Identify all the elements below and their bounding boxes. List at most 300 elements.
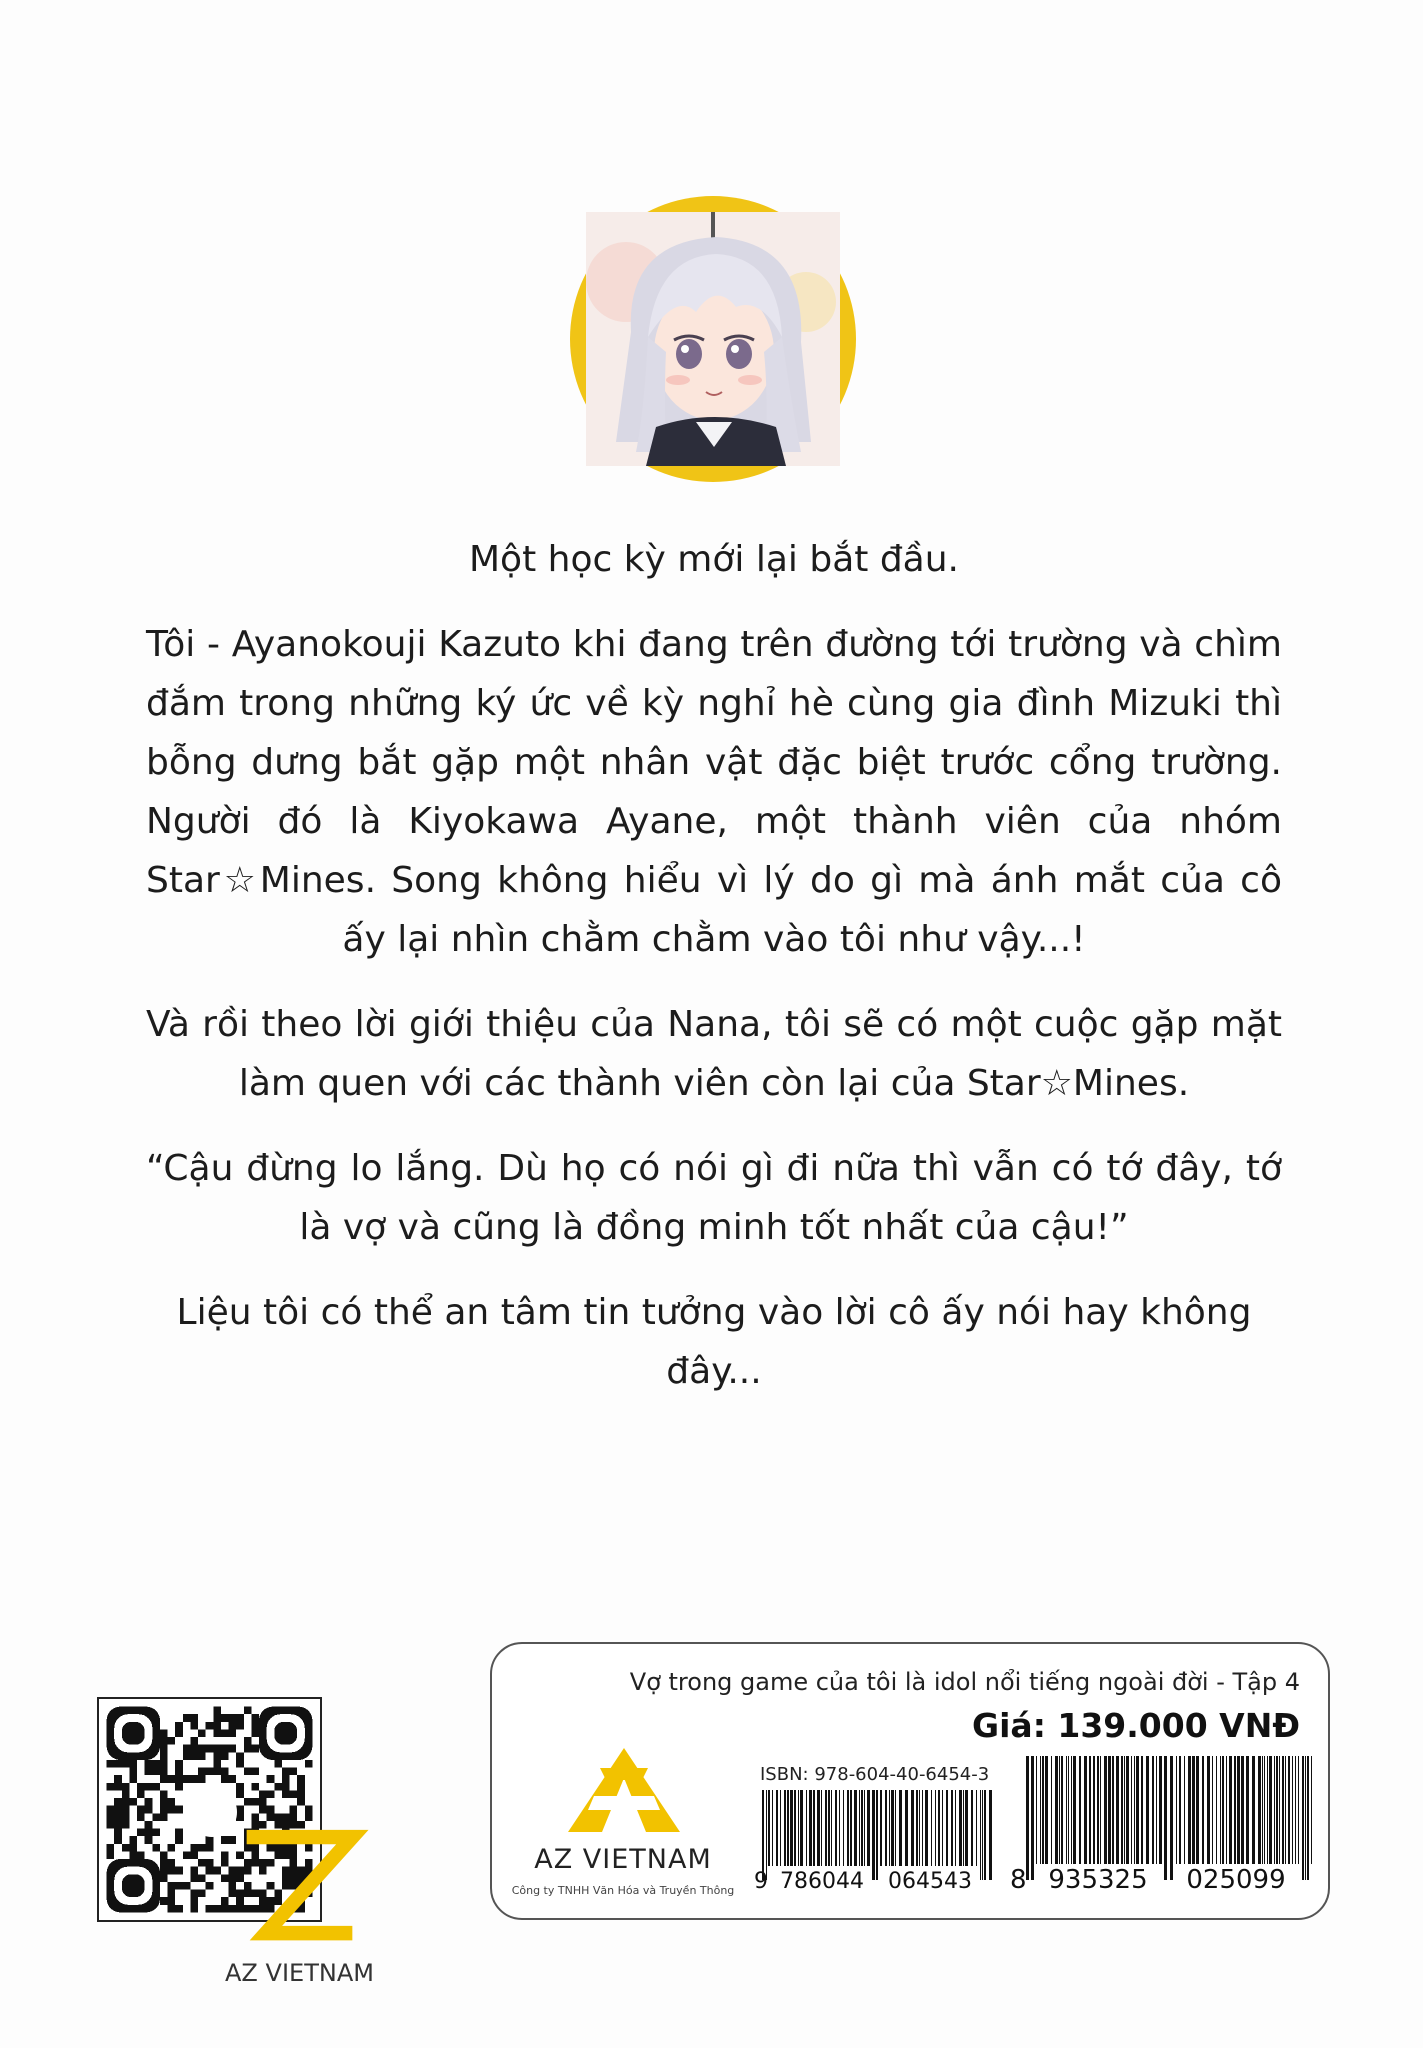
qr-module	[244, 1737, 252, 1745]
qr-module	[213, 1729, 221, 1737]
qr-module	[107, 1806, 115, 1814]
qr-module	[114, 1829, 122, 1837]
barcode-bar	[1295, 1756, 1296, 1864]
qr-module	[244, 1745, 252, 1753]
qr-module	[122, 1806, 130, 1814]
barcode-bar	[839, 1790, 840, 1866]
barcode-bar	[1100, 1756, 1101, 1864]
qr-module	[236, 1722, 244, 1730]
barcode-bar	[1042, 1756, 1044, 1864]
barcode-bar	[1237, 1756, 1240, 1864]
price-label: Giá: 139.000 VNĐ	[972, 1706, 1300, 1745]
barcode-bar	[1061, 1756, 1063, 1864]
qr-module	[168, 1844, 176, 1852]
qr-module	[251, 1745, 259, 1753]
qr-module	[213, 1707, 221, 1715]
qr-module	[236, 1714, 244, 1722]
character-avatar	[570, 196, 856, 482]
qr-module	[122, 1783, 130, 1791]
barcode-bar	[955, 1790, 956, 1866]
barcode-bar	[1134, 1756, 1135, 1864]
barcode-bar	[780, 1790, 781, 1866]
qr-module	[145, 1760, 153, 1768]
qr-module	[129, 1768, 137, 1776]
qr-module	[190, 1752, 198, 1760]
barcode-bar	[1207, 1756, 1210, 1864]
qr-module	[175, 1768, 183, 1776]
qr-module	[107, 1813, 115, 1821]
barcode-bar	[1084, 1756, 1087, 1864]
qr-finder	[274, 1722, 297, 1745]
barcode-bar	[1040, 1756, 1041, 1864]
qr-module	[137, 1806, 145, 1814]
barcode-digit-lead: 8	[1010, 1865, 1027, 1895]
qr-module	[152, 1783, 160, 1791]
qr-module	[274, 1760, 282, 1768]
synopsis-paragraph-4: “Cậu đừng lo lắng. Dù họ có nói gì đi nữa thì vẫn có tớ đây, tớ là vợ và cũng là đồng minh tốt nhất của cậu!”	[146, 1148, 1282, 1248]
qr-finder	[122, 1722, 145, 1745]
barcode-bar	[1068, 1756, 1069, 1864]
barcode-bar	[889, 1790, 890, 1866]
qr-module	[229, 1745, 237, 1753]
barcode-bar	[1269, 1756, 1272, 1864]
qr-module	[190, 1714, 198, 1722]
barcode-bar	[1285, 1756, 1286, 1864]
barcode-bar	[1116, 1756, 1119, 1864]
barcode-bar	[768, 1790, 770, 1866]
barcode-bar	[931, 1790, 932, 1866]
barcode-bar	[1262, 1756, 1263, 1864]
barcode-bar	[965, 1790, 968, 1866]
barcode-bar	[959, 1790, 962, 1866]
qr-module	[137, 1851, 145, 1859]
barcode-bar	[1156, 1756, 1157, 1864]
qr-module	[129, 1798, 137, 1806]
qr-module	[229, 1722, 237, 1730]
barcode-bar	[1136, 1756, 1139, 1864]
barcode-bar	[963, 1790, 964, 1866]
barcode-bar	[1146, 1756, 1149, 1864]
barcode-bar	[1031, 1756, 1034, 1880]
barcode-bar	[831, 1790, 832, 1866]
qr-module	[244, 1768, 252, 1776]
qr-module	[198, 1768, 206, 1776]
qr-module	[251, 1714, 259, 1722]
qr-module	[213, 1714, 221, 1722]
qr-module	[198, 1729, 206, 1737]
qr-module	[244, 1707, 252, 1715]
barcode-bar	[872, 1790, 875, 1880]
qr-module	[168, 1897, 176, 1905]
barcode-bar	[1252, 1756, 1255, 1864]
barcode-bar	[1222, 1756, 1224, 1864]
qr-module	[206, 1745, 214, 1753]
barcode-bar	[984, 1790, 986, 1880]
barcode-bar	[938, 1790, 940, 1866]
barcode-bar	[864, 1790, 865, 1866]
qr-module	[160, 1752, 168, 1760]
qr-module	[160, 1790, 168, 1798]
barcode-bar	[800, 1790, 803, 1866]
barcode-bar	[1234, 1756, 1236, 1864]
qr-module	[229, 1714, 237, 1722]
qr-module	[175, 1729, 183, 1737]
qr-module	[107, 1760, 115, 1768]
qr-module	[168, 1867, 176, 1875]
isbn-digits-right: 064543	[888, 1869, 972, 1894]
qr-module	[190, 1775, 198, 1783]
barcode-bar	[821, 1790, 822, 1866]
qr-module	[114, 1775, 122, 1783]
barcode-bar	[1089, 1756, 1091, 1864]
barcode-bar	[951, 1790, 953, 1866]
barcode-bar	[1226, 1756, 1227, 1864]
qr-module	[160, 1859, 168, 1867]
isbn-barcode	[754, 1790, 995, 1894]
qr-module	[152, 1760, 160, 1768]
qr-module	[137, 1790, 145, 1798]
qr-module	[107, 1821, 115, 1829]
qr-module	[122, 1844, 130, 1852]
barcode-bar	[946, 1790, 948, 1866]
barcode-bar	[976, 1790, 977, 1866]
qr-module	[160, 1806, 168, 1814]
qr-module	[198, 1745, 206, 1753]
qr-module	[129, 1851, 137, 1859]
barcode-bar	[1124, 1756, 1125, 1864]
barcode-digits-left: 935325	[1048, 1865, 1148, 1895]
barcode-bar	[1159, 1756, 1162, 1864]
qr-module	[160, 1867, 168, 1875]
qr-module	[160, 1737, 168, 1745]
qr-module	[175, 1829, 183, 1837]
barcode-bar	[1196, 1756, 1199, 1864]
barcode-bar	[1298, 1756, 1299, 1864]
qr-module	[160, 1760, 168, 1768]
qr-module	[152, 1768, 160, 1776]
barcode-bar	[1307, 1756, 1309, 1880]
barcode-bar	[891, 1790, 894, 1866]
qr-module	[160, 1874, 168, 1882]
qr-module	[175, 1836, 183, 1844]
qr-module	[160, 1897, 168, 1905]
qr-module	[160, 1813, 168, 1821]
qr-module	[129, 1760, 137, 1768]
barcode-bar	[1141, 1756, 1143, 1864]
barcode-bar	[982, 1790, 983, 1880]
barcode-bar	[762, 1790, 764, 1880]
qr-module	[129, 1844, 137, 1852]
qr-module	[152, 1829, 160, 1837]
qr-module	[175, 1722, 183, 1730]
qr-module	[236, 1760, 244, 1768]
barcode-bar	[1192, 1756, 1195, 1864]
qr-module	[129, 1775, 137, 1783]
qr-module	[213, 1752, 221, 1760]
barcode-bar	[1202, 1756, 1204, 1864]
qr-module	[145, 1783, 153, 1791]
barcode-bar	[798, 1790, 799, 1866]
qr-module	[175, 1775, 183, 1783]
qr-module	[221, 1768, 229, 1776]
isbn-digit-lead: 9	[754, 1869, 768, 1894]
character-illustration	[586, 212, 840, 466]
barcode-bar	[919, 1790, 920, 1866]
barcode-bar	[1097, 1756, 1099, 1864]
isbn-label: ISBN: 978-604-40-6454-3	[760, 1764, 990, 1785]
barcode-bar	[1282, 1756, 1284, 1864]
barcode-bar	[1188, 1756, 1191, 1864]
qr-module	[114, 1783, 122, 1791]
barcode-bar	[787, 1790, 789, 1866]
qr-module	[198, 1775, 206, 1783]
barcode-bar	[1292, 1756, 1293, 1864]
qr-module	[183, 1714, 191, 1722]
qr-module	[129, 1836, 137, 1844]
synopsis-paragraph-5: Liệu tôi có thể an tâm tin tưởng vào lời cô ấy nói hay không đây...	[176, 1292, 1252, 1392]
qr-module	[213, 1768, 221, 1776]
qr-module	[107, 1844, 115, 1852]
barcode-bar	[1274, 1756, 1275, 1864]
barcode-bar	[790, 1790, 793, 1866]
barcode-bar	[1045, 1756, 1048, 1864]
qr-module	[122, 1760, 130, 1768]
barcode-bar	[1104, 1756, 1107, 1864]
barcode-bar	[828, 1790, 830, 1866]
barcode-bar	[905, 1790, 908, 1866]
qr-module	[160, 1775, 168, 1783]
qr-module	[221, 1729, 229, 1737]
barcode-bar	[1108, 1756, 1111, 1864]
qr-module	[152, 1844, 160, 1852]
qr-module	[229, 1729, 237, 1737]
synopsis-paragraph-3: Và rồi theo lời giới thiệu của Nana, tôi sẽ có một cuộc gặp mặt làm quen với các thành viên còn lại của Star☆Mines.	[146, 1004, 1282, 1104]
qr-module	[122, 1821, 130, 1829]
qr-module	[183, 1745, 191, 1753]
qr-module	[282, 1768, 290, 1776]
barcode-bar	[1264, 1756, 1265, 1864]
qr-module	[145, 1798, 153, 1806]
qr-module	[282, 1775, 290, 1783]
qr-module	[107, 1783, 115, 1791]
qr-module	[175, 1867, 183, 1875]
barcode-bar	[1152, 1756, 1154, 1864]
barcode-bar	[1216, 1756, 1217, 1864]
barcode-bar	[1126, 1756, 1129, 1864]
qr-logo-icon	[187, 1787, 374, 1988]
qr-module	[206, 1768, 214, 1776]
qr-module	[145, 1768, 153, 1776]
barcode-bar	[971, 1790, 973, 1866]
az-vietnam-logo-icon	[568, 1748, 680, 1832]
barcode-bar	[1093, 1756, 1095, 1864]
barcode-bar	[1302, 1756, 1304, 1880]
qr-module	[168, 1882, 176, 1890]
barcode-bar	[895, 1790, 896, 1866]
qr-module	[152, 1813, 160, 1821]
qr-module	[183, 1752, 191, 1760]
barcode-bar	[1170, 1756, 1173, 1880]
qr-module	[168, 1890, 176, 1898]
qr-module	[213, 1722, 221, 1730]
qr-module	[122, 1813, 130, 1821]
barcode-bar	[809, 1790, 812, 1866]
qr-module	[236, 1752, 244, 1760]
qr-module	[145, 1829, 153, 1837]
barcode-bar	[1184, 1756, 1185, 1864]
qr-module	[160, 1768, 168, 1776]
barcode-bar	[1311, 1756, 1312, 1864]
qr-module	[114, 1760, 122, 1768]
barcode-bar	[1066, 1756, 1067, 1864]
barcode-bar	[859, 1790, 860, 1866]
barcode-bar	[1026, 1756, 1029, 1880]
qr-module	[160, 1798, 168, 1806]
qr-module	[290, 1768, 298, 1776]
qr-module	[206, 1722, 214, 1730]
qr-module	[160, 1729, 168, 1737]
qr-module	[114, 1836, 122, 1844]
barcode-bar	[1055, 1756, 1058, 1864]
qr-module	[160, 1745, 168, 1753]
barcode-bar	[1246, 1756, 1249, 1864]
barcode-bar	[1179, 1756, 1181, 1864]
qr-module	[160, 1851, 168, 1859]
barcode-bar	[1073, 1756, 1076, 1864]
barcode-bar	[1267, 1756, 1268, 1864]
barcode-bar	[861, 1790, 863, 1866]
barcode-bar	[935, 1790, 936, 1866]
synopsis	[146, 530, 1282, 1427]
qr-module	[297, 1775, 305, 1783]
qr-module	[190, 1745, 198, 1753]
qr-module	[145, 1821, 153, 1829]
barcode-bar	[766, 1790, 767, 1880]
qr-module	[114, 1813, 122, 1821]
barcode-bar	[980, 1790, 981, 1880]
qr-module	[168, 1905, 176, 1913]
barcode-bar	[843, 1790, 844, 1866]
qr-module	[190, 1737, 198, 1745]
qr-module	[183, 1775, 191, 1783]
synopsis-paragraph-1: Một học kỳ mới lại bắt đầu.	[468, 539, 959, 580]
qr-module	[251, 1722, 259, 1730]
qr-module	[137, 1829, 145, 1837]
barcode-bar	[1051, 1756, 1052, 1864]
qr-module	[168, 1806, 176, 1814]
barcode-bar	[1258, 1756, 1261, 1864]
qr-module	[168, 1859, 176, 1867]
qr-module	[221, 1775, 229, 1783]
barcode-bar	[817, 1790, 820, 1866]
barcode-bar	[1121, 1756, 1123, 1864]
synopsis-paragraph-2: Tôi - Ayanokouji Kazuto khi đang trên đường tới trường và chìm đắm trong những ký ức về kỳ nghỉ hè cùng gia đình Mizuki thì bỗng dưng bắt gặp một nhân vật đặc biệt trước cổng trường. Người đó là Kiyokawa Ayane, một thành viên của nhóm Star☆Mines. Song không hiểu vì lý do gì mà ánh mắt của cô ấy lại nhìn chằm chằm vào tôi như vậy...!	[146, 624, 1282, 960]
qr-module	[175, 1783, 183, 1791]
qr-module	[267, 1775, 275, 1783]
barcode-bar	[825, 1790, 827, 1866]
qr-module	[137, 1783, 145, 1791]
barcode-bar	[806, 1790, 807, 1866]
barcode-bar	[1112, 1756, 1114, 1864]
barcode-bar	[813, 1790, 815, 1866]
series-title: Vợ trong game của tôi là idol nổi tiếng ngoài đời - Tập 4	[629, 1668, 1300, 1696]
barcode-bar	[942, 1790, 943, 1866]
qr-module	[175, 1905, 183, 1913]
barcode-bar	[1131, 1756, 1132, 1864]
barcode-bar	[1176, 1756, 1177, 1864]
qr-module	[251, 1768, 259, 1776]
qr-module	[251, 1729, 259, 1737]
barcode-bar	[835, 1790, 837, 1866]
barcode-bar	[847, 1790, 849, 1866]
barcode-bar	[1079, 1756, 1081, 1864]
qr-module	[114, 1798, 122, 1806]
barcode-bar	[1305, 1756, 1306, 1880]
barcode-bar	[876, 1790, 878, 1880]
publisher-company: Công ty TNHH Văn Hóa và Truyền Thông	[511, 1884, 735, 1897]
barcode-bar	[1059, 1756, 1060, 1864]
barcode-bar	[916, 1790, 918, 1866]
barcode-bar	[1036, 1756, 1037, 1864]
barcode-bar	[925, 1790, 928, 1866]
isbn-digits-left: 786044	[780, 1869, 864, 1894]
barcode-bar	[854, 1790, 857, 1866]
qr-module	[213, 1745, 221, 1753]
qr-module	[175, 1806, 183, 1814]
qr-module	[175, 1882, 183, 1890]
barcode-bar	[880, 1790, 882, 1866]
barcode-bar	[922, 1790, 923, 1866]
qr-module	[168, 1737, 176, 1745]
qr-code	[97, 1697, 374, 1988]
qr-module	[114, 1821, 122, 1829]
qr-module	[221, 1752, 229, 1760]
book-info-panel	[490, 1642, 1330, 1920]
qr-module	[107, 1851, 115, 1859]
qr-logo-text: AZ VIETNAM	[225, 1959, 374, 1988]
barcode-bar	[989, 1790, 992, 1880]
barcode-bar	[885, 1790, 887, 1866]
qr-module	[145, 1836, 153, 1844]
barcode-bar	[867, 1790, 870, 1866]
barcode-bar	[1276, 1756, 1278, 1864]
qr-module	[190, 1722, 198, 1730]
barcode-bar	[911, 1790, 914, 1866]
barcode-bar	[1288, 1756, 1290, 1864]
qr-module	[221, 1714, 229, 1722]
barcode-bar	[1212, 1756, 1213, 1864]
barcode-bar	[850, 1790, 852, 1866]
barcode-bar	[784, 1790, 786, 1866]
barcode-digits-right: 025099	[1186, 1865, 1286, 1895]
barcode-bar	[772, 1790, 773, 1866]
barcode-bar	[1241, 1756, 1244, 1864]
barcode-bar	[1220, 1756, 1221, 1864]
barcode-bar	[1071, 1756, 1072, 1864]
qr-module	[221, 1745, 229, 1753]
publisher-name: AZ VIETNAM	[534, 1844, 712, 1875]
qr-finder	[122, 1874, 145, 1897]
qr-module	[122, 1790, 130, 1798]
barcode-bar	[1279, 1756, 1280, 1864]
barcode-bar	[794, 1790, 796, 1866]
barcode-bar	[1164, 1756, 1167, 1880]
qr-module	[114, 1806, 122, 1814]
qr-module	[168, 1798, 176, 1806]
qr-module	[168, 1775, 176, 1783]
qr-module	[229, 1775, 237, 1783]
qr-module	[305, 1760, 313, 1768]
